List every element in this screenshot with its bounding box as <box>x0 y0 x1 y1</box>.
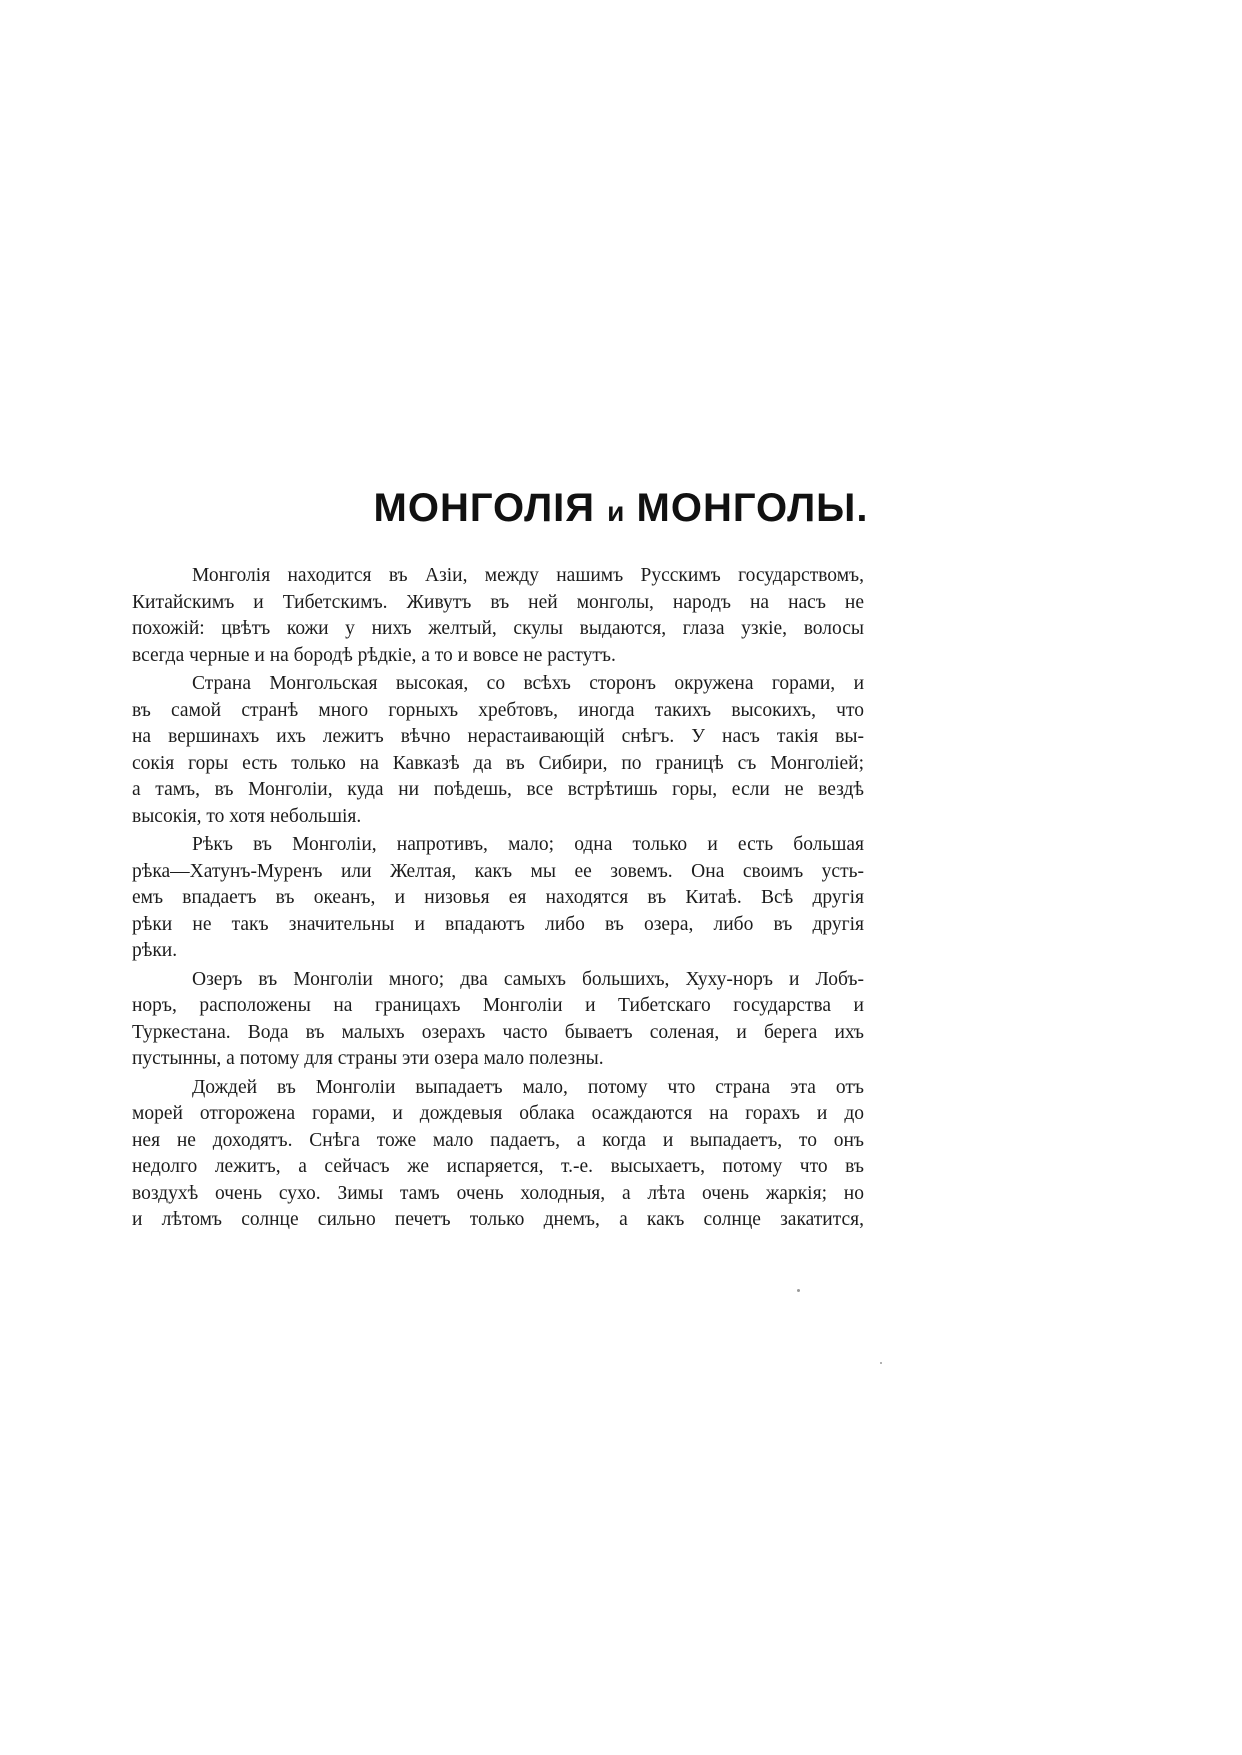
body-text <box>132 563 864 1234</box>
text-line: Страна Монгольская высокая, со всѣхъ сторонъ окружена горами, и <box>192 673 864 694</box>
text-line: норъ, расположены на границахъ Монголіи и Тибетскаго государства и <box>132 995 864 1016</box>
text-line: воздухѣ очень сухо. Зимы тамъ очень холодныя, а лѣта очень жаркія; но <box>132 1182 864 1204</box>
text-line: Монголія находится въ Азіи, между нашимъ Русскимъ государствомъ, <box>192 565 864 586</box>
text-line: высокія, то хотя небольшія. <box>132 805 362 827</box>
text-line: всегда черные и на бородѣ рѣдкіе, а то и вовсе не растутъ. <box>132 644 616 666</box>
title-connector: и <box>607 496 625 527</box>
text-line: морей отгорожена горами, и дождевыя облака осаждаются на горахъ и до <box>132 1103 864 1124</box>
text-line: емъ впадаетъ въ океанъ, и низовья ея находятся въ Китаѣ. Всѣ другія <box>132 887 864 908</box>
text-line: а тамъ, въ Монголіи, куда ни поѣдешь, все встрѣтишь горы, если не вездѣ <box>132 779 864 800</box>
title-part-1: МОНГОЛІЯ <box>373 486 596 530</box>
text-line: пустынны, а потому для страны эти озера мало полезны. <box>132 1048 604 1069</box>
text-line: на вершинахъ ихъ лежитъ вѣчно нерастаивающій снѣгъ. У насъ такія вы- <box>132 726 864 747</box>
paragraph <box>132 832 864 965</box>
text-line: рѣки. <box>132 940 178 961</box>
text-line: рѣка—Хатунъ-Муренъ или Желтая, какъ мы ее зовемъ. Она своимъ усть- <box>132 860 864 882</box>
text-line: и лѣтомъ солнце сильно печетъ только днемъ, а какъ солнце закатится, <box>132 1209 864 1230</box>
text-line: Туркестана. Вода въ малыхъ озерахъ часто бываетъ соленая, и берега ихъ <box>132 1021 864 1043</box>
paragraph <box>132 1075 864 1234</box>
print-speck <box>880 1362 882 1364</box>
paragraph <box>132 671 864 830</box>
text-line: Рѣкъ въ Монголіи, напротивъ, мало; одна только и есть большая <box>192 834 864 855</box>
text-line: Озеръ въ Монголіи много; два самыхъ большихъ, Хуху-норъ и Лобъ- <box>192 968 864 990</box>
text-line: нея не доходятъ. Снѣга тоже мало падаетъ, а когда и выпадаетъ, то онъ <box>132 1129 864 1151</box>
title-part-2: МОНГОЛЫ. <box>636 486 869 530</box>
print-speck <box>797 1289 800 1292</box>
text-line: недолго лежитъ, а сейчасъ же испаряется, т.-е. высыхаетъ, потому что въ <box>132 1156 864 1177</box>
text-line: Китайскимъ и Тибетскимъ. Живутъ въ ней монголы, народъ на насъ не <box>132 591 864 613</box>
text-line: рѣки не такъ значительны и впадаютъ либо въ озера, либо въ другія <box>132 913 864 935</box>
text-line: похожій: цвѣтъ кожи у нихъ желтый, скулы выдаются, глаза узкіе, волосы <box>132 618 864 639</box>
paragraph <box>132 563 864 669</box>
text-line: сокія горы есть только на Кавказѣ да въ Сибири, по границѣ съ Монголіей; <box>132 752 864 774</box>
page-title <box>0 486 1242 531</box>
text-line: Дождей въ Монголіи выпадаетъ мало, потому что страна эта отъ <box>192 1076 864 1098</box>
text-line: въ самой странѣ много горныхъ хребтовъ, иногда такихъ высокихъ, что <box>132 699 864 721</box>
paragraph <box>132 967 864 1073</box>
